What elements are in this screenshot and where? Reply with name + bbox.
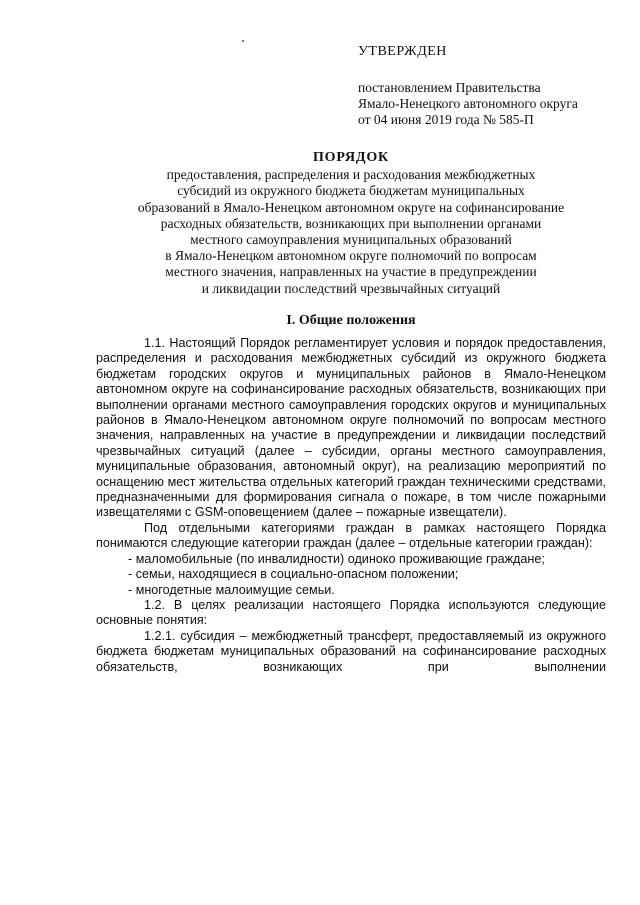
title-line: расходных обязательств, возникающих при выполнении органами [160, 215, 542, 231]
paragraph: 1.2.1. субсидия – межбюджетный трансферт, предоставляемый из окружного бюджета бюджетам муниципальных образований на софинансирование расходных обязательств, возникающих при выполнении [96, 628, 606, 674]
section-heading: I. Общие положения [286, 313, 416, 328]
approval-block [358, 44, 628, 128]
title-line: предоставления, распределения и расходования межбюджетных [166, 167, 536, 183]
title-line: субсидий из окружного бюджета бюджетам муниципальных [177, 183, 525, 199]
paragraph: Под отдельными категориями граждан в рамках настоящего Порядка понимаются следующие категории граждан (далее – отдельные категории граждан): [96, 520, 606, 551]
list-item: - семьи, находящиеся в социально-опасном положении; [128, 567, 459, 582]
title-line: местного значения, направленных на участие в предупреждении [165, 264, 537, 280]
list-item: - многодетные малоимущие семьи. [128, 582, 335, 597]
title-main: ПОРЯДОК [312, 150, 390, 165]
approval-line: постановлением Правительства [358, 80, 541, 95]
list-item: - маломобильные (по инвалидности) одиноко проживающие граждане; [128, 551, 545, 566]
approval-heading: УТВЕРЖДЕН [358, 44, 447, 59]
title-line: и ликвидации последствий чрезвычайных ситуаций [201, 280, 501, 296]
scan-speck [242, 40, 244, 42]
title-line: местного самоуправления муниципальных образований [190, 232, 512, 248]
approval-line: Ямало-Ненецкого автономного округа [358, 96, 578, 111]
document-title [96, 150, 606, 297]
title-line: образований в Ямало-Ненецком автономном округе на софинансирование [137, 199, 565, 215]
title-line: в Ямало-Ненецком автономном округе полномочий по вопросам [165, 248, 537, 264]
paragraph: 1.2. В целях реализации настоящего Порядка используются следующие основные понятия: [96, 597, 606, 628]
document-body [96, 336, 606, 675]
paragraph: 1.1. Настоящий Порядок регламентирует условия и порядок предоставления, распределения и расходования межбюджетных субсидий из окружного бюджета бюджетам городских округов и муниципальных районов в Ямало-Ненецком автономном округе на софинансирование расходных обязательств, возникающих при выполнении органами местного самоуправления городских округов и муниципальных районов в Ямало-Ненецком автономном округе полномочий по вопросам местного значения, направленных на участие в предупреждении и ликвидации последствий чрезвычайных ситуаций (далее – субсидии, органы местного самоуправления, муниципальные образования, автономный округ), на реализацию мероприятий по оснащению мест жительства отдельных категорий граждан техническими средствами, предназначенными для формирования сигнала о пожаре, в том числе пожарными извещателями с GSM-оповещением (далее – пожарные извещатели). [96, 336, 606, 520]
approval-line: от 04 июня 2019 года № 585-П [358, 112, 534, 127]
